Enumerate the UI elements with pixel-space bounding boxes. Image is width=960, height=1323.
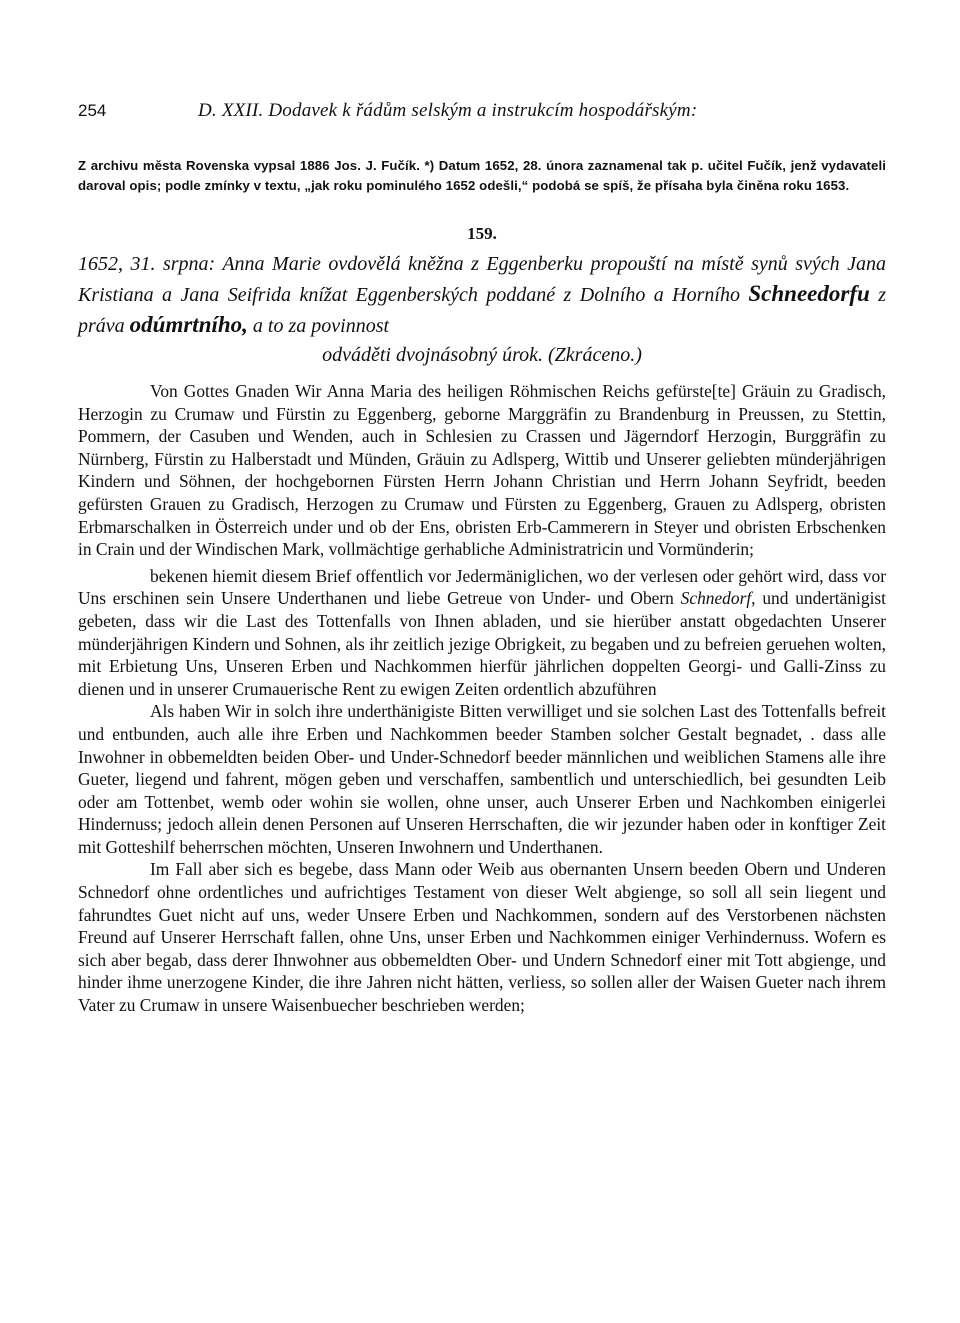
- page-number: 254: [78, 101, 107, 120]
- regest: [78, 250, 886, 341]
- regest-right: odúmrtního,: [129, 312, 248, 337]
- paragraph-2-place: Schnedorf,: [680, 588, 756, 609]
- regest-date: 1652, 31. srpna:: [78, 253, 216, 275]
- document-body: [78, 380, 886, 1017]
- paragraph-4: Im Fall aber sich es begebe, dass Mann oder Weib aus obernanten Unsern beeden Obern und Underen Schnedorf ohne ordentliches und aufrichtiges Testament von dieser Welt abgienge, so soll all sein liegent und fahrundtes Guet nicht auf uns, weder Unsere Erben und Nachkommen, sondern auf des Verstorbenen nächsten Freund auf Unserer Herrschaft fallen, ohne Uns, unser Erben und Nachkommen einiger Verhindernuss. Wofern es sich aber begab, dass derer Ihnwohner aus obbemeldten Ober- und Undern Schnedorf einer mit Tott abgienge, und hinder ihme unerzogene Kinder, die ihre Jahren nicht hätten, verliess, so sollen aller der Waisen Gueter nach ihrem Vater zu Crumaw in unsere Waisenbuecher beschrieben werden;: [78, 859, 886, 1016]
- paragraph-2-rest: und undertänigist gebeten, dass wir die Last des Tottenfalls von Ihnen abladen, und sie hierüber anstatt obgedachten Unserer münderjährigen Kindern und Sohnen, als ihr zeitlich jezige Obrigkeit, zu begaben und zu befreien geruehen wolten, mit Erbietung Uns, Unseren Erben und Nachkommen hierfür jährlichen doppelten Georgi- und Galli-Zinss zu dienen und in unserer Crumauerische Rent zu ewigen Zeiten ordentlich abzuführen: [78, 588, 887, 699]
- paragraph-2: [78, 565, 886, 701]
- source-note-text: Z archivu města Rovenska vypsal 1886 Jos. J. Fučík. *) Datum 1652, 28. února zaznamenal tak p. učitel Fučík, jenž vydavateli daroval opis; podle zmínky v textu, „jak roku pominulého 1652 odešli,“ podobá se spíš, že přísaha byla činěna roku 1653.: [78, 158, 886, 193]
- regest-last-line: odváděti dvojnásobný úrok. (Zkráceno.): [322, 344, 642, 366]
- page: [78, 100, 886, 1017]
- regest-place: Schneedorfu: [748, 281, 870, 306]
- source-note: [78, 156, 886, 196]
- running-head: [78, 100, 886, 122]
- paragraph-2-start: bekenen hiemit diesem Brief offentlich vor Jedermäniglichen, wo der verlesen oder gehört wird, dass vor Uns erschinen sein Unsere Underthanen und liebe Getreue von Under- und Obern: [78, 565, 886, 609]
- regest-part1: Anna Marie ovdovělá kněžna z Eggenberku propouští na místě synů svých Jana Kristiana a Jana Seifrida knížat Eggenberských poddané z Dolního a Horního: [78, 253, 886, 306]
- regest-part2: z práva: [78, 284, 886, 337]
- paragraph-1: Von Gottes Gnaden Wir Anna Maria des heiligen Röhmischen Reichs gefürste[te] Gräuin zu Gradisch, Herzogin zu Crumaw und Fürstin zu Eggenberg, geborne Marggräfin zu Brandenburg in Preussen, zu Stettin, Pommern, der Casuben und Wenden, auch in Schlesien zu Crassen und Jägerndorf Herzogin, Burggräfin zu Nürnberg, Fürstin zu Halberstadt und Münden, Gräuin zu Adlsperg, Wittib und Unserer geliebten münderjährigen Kindern und Söhnen, der hochgebornen Fürsten Herrn Johann Christian und Herrn Johann Seyfridt, beeden gefürsten Grauen zu Gradisch, Herzogen zu Crumaw und Fürsten zu Eggenberg, Grauen zu Adlsperg, obristen Erbmarschalken in Österreich under und ob der Ens, obristen Erb-Cammerern in Steyer und obristen Erbschenken in Crain und der Windischen Mark, vollmächtige gerhabliche Administratricin und Vormünderin;: [78, 381, 886, 560]
- regest-part3: a to za povinnost: [252, 315, 390, 337]
- paragraph-3: Als haben Wir in solch ihre underthänigiste Bitten verwilliget und sie solchen Last des Tottenfalls befreit und entbunden, auch alle ihre Erben und Nachkommen beeder Stamben solcher Gestalt begnadet, . dass alle Inwohner in obbemeldten beiden Ober- und Under-Schnedorf beeder männlichen und weiblichen Stamens alle ihre Gueter, liegend und fahrent, mögen geben und verschaffen, sambentlich und unterschiedlich, bei gesundten Leib oder am Tottenbet, wemb oder wohin sie wollen, ohne unser, auch Unserer Erben und Nachkomben einigerlei Hindernuss; jedoch allein denen Personen auf Unseren Herrschaften, die wir jezunder haben oder in konftiger Zeit mit Gotteshilf beherrschen möchten, Unseren Inwohnern und Underthanen.: [78, 701, 886, 857]
- document-number: 159.: [467, 224, 497, 243]
- running-title: D. XXII. Dodavek k řádům selským a instrukcím hospodářským:: [198, 100, 698, 121]
